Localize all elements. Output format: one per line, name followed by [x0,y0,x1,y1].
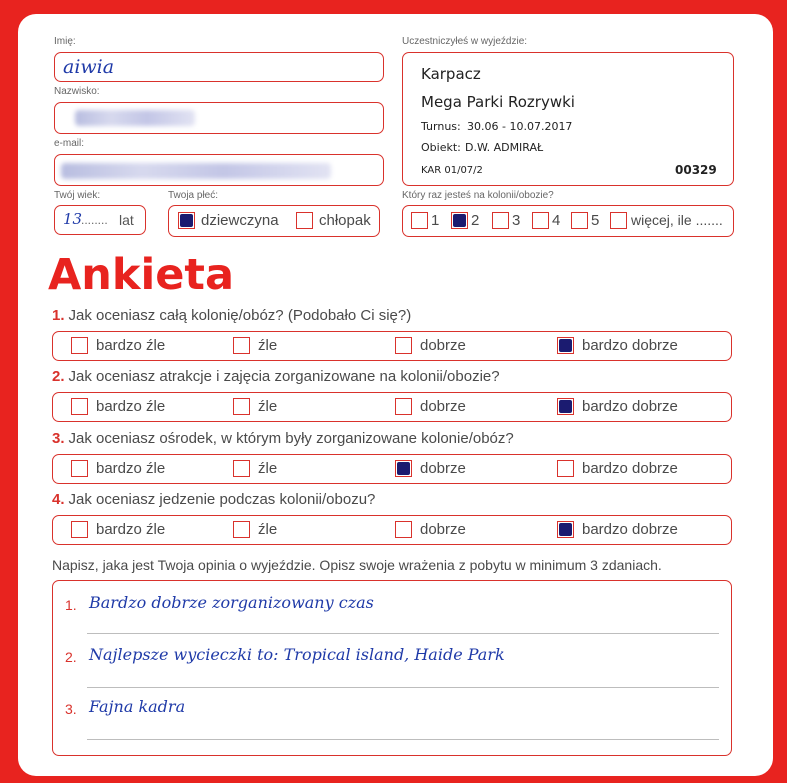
opinion-line-2: Najlepsze wycieczki to: Tropical island, Haide Park [89,645,505,664]
times-checkbox-more[interactable] [610,212,627,229]
question-text: Jak oceniasz ośrodek, w którym były zorganizowane kolonie/obóz? [68,430,514,447]
answer-option-label: źle [258,521,278,538]
answer-option-label: bardzo źle [96,460,166,477]
times-option-5: 5 [591,212,600,229]
answer-option-label: dobrze [420,521,466,538]
trip-number: 00329 [675,163,717,177]
trip-park: Mega Parki Rozrywki [421,93,575,111]
answer-checkbox[interactable] [71,521,88,538]
question-3 [52,430,514,447]
opinion-line-1: Bardzo dobrze zorganizowany czas [89,593,374,612]
trip-code: KAR 01/07/2 [421,165,483,176]
times-option-more: więcej, ile ....... [631,212,723,228]
answer-checkbox[interactable] [395,398,412,415]
surname-label: Nazwisko: [54,86,100,97]
answer-checkbox[interactable] [233,337,250,354]
email-field[interactable] [54,154,384,186]
times-label: Który raz jesteś na kolonii/obozie? [402,190,554,201]
opinion-line-3: Fajna kadra [89,697,186,716]
answer-option-label: bardzo dobrze [582,460,678,477]
opinion-prompt: Napisz, jaka jest Twoja opinia o wyjeździe. Opisz swoje wrażenia z pobytu w minimum 3 zdaniach. [52,557,662,573]
answer-checkbox[interactable] [557,398,574,415]
question-4 [52,491,375,508]
answer-checkbox[interactable] [71,460,88,477]
question-text: Jak oceniasz jedzenie podczas kolonii/obozu? [68,491,376,508]
answer-checkbox[interactable] [71,398,88,415]
age-unit: lat [119,212,134,228]
answer-checkbox[interactable] [557,337,574,354]
answer-checkbox[interactable] [233,460,250,477]
answer-checkbox[interactable] [233,521,250,538]
question-number: 3. [52,430,65,447]
answer-option-label: źle [258,398,278,415]
answer-checkbox[interactable] [71,337,88,354]
answer-option-label: bardzo dobrze [582,521,678,538]
gender-label: Twoja płeć: [168,190,219,201]
times-checkbox-2[interactable] [451,212,468,229]
name-field[interactable] [54,52,384,82]
times-option-4: 4 [552,212,561,229]
times-group [402,205,734,237]
answer-option-label: dobrze [420,398,466,415]
answer-option-label: dobrze [420,460,466,477]
trip-info-box [402,52,734,186]
answer-option-label: bardzo dobrze [582,398,678,415]
answer-checkbox[interactable] [233,398,250,415]
answer-row-1 [52,331,732,361]
answer-checkbox[interactable] [395,460,412,477]
answer-row-3 [52,454,732,484]
answer-option-label: źle [258,337,278,354]
opinion-num-1: 1. [65,597,77,613]
answer-checkbox[interactable] [557,460,574,477]
question-number: 1. [52,307,65,324]
age-field[interactable] [54,205,146,235]
opinion-box[interactable] [52,580,732,756]
gender-group [168,205,380,237]
answer-option-label: bardzo źle [96,521,166,538]
times-option-1: 1 [431,212,440,229]
email-label: e-mail: [54,138,85,149]
survey-title: Ankieta [48,250,234,300]
turnus-label: Turnus: [421,120,461,133]
answer-option-label: bardzo źle [96,337,166,354]
answer-row-2 [52,392,732,422]
times-option-2: 2 [471,212,480,229]
obiekt-value: D.W. ADMIRAŁ [465,141,544,154]
trip-label: Uczestniczyłeś w wyjeździe: [402,36,528,47]
times-checkbox-1[interactable] [411,212,428,229]
answer-option-label: bardzo źle [96,398,166,415]
question-2 [52,368,500,385]
gender-option-girl: dziewczyna [201,212,279,229]
name-value: aiwia [63,56,115,78]
answer-option-label: bardzo dobrze [582,337,678,354]
opinion-num-3: 3. [65,701,77,717]
times-option-3: 3 [512,212,521,229]
times-checkbox-5[interactable] [571,212,588,229]
age-label: Twój wiek: [54,190,101,201]
times-checkbox-4[interactable] [532,212,549,229]
answer-row-4 [52,515,732,545]
surname-redacted [75,110,195,126]
answer-checkbox[interactable] [395,521,412,538]
trip-place: Karpacz [421,65,481,83]
answer-option-label: źle [258,460,278,477]
name-label: Imię: [54,36,76,47]
survey-form-card [18,14,773,776]
times-checkbox-3[interactable] [492,212,509,229]
opinion-num-2: 2. [65,649,77,665]
gender-checkbox-girl[interactable] [178,212,195,229]
answer-checkbox[interactable] [395,337,412,354]
question-number: 2. [52,368,65,385]
age-dots: ........ [81,213,108,227]
surname-field[interactable] [54,102,384,134]
turnus-value: 30.06 - 10.07.2017 [467,120,573,133]
question-text: Jak oceniasz atrakcje i zajęcia zorganizowane na kolonii/obozie? [68,368,500,385]
email-redacted [61,163,331,179]
obiekt-label: Obiekt: [421,141,461,154]
gender-option-boy: chłopak [319,212,371,229]
answer-option-label: dobrze [420,337,466,354]
gender-checkbox-boy[interactable] [296,212,313,229]
question-text: Jak oceniasz całą kolonię/obóz? (Podobało Ci się?) [68,307,412,324]
age-value: 13 [63,210,83,228]
question-number: 4. [52,491,65,508]
answer-checkbox[interactable] [557,521,574,538]
question-1 [52,307,411,324]
